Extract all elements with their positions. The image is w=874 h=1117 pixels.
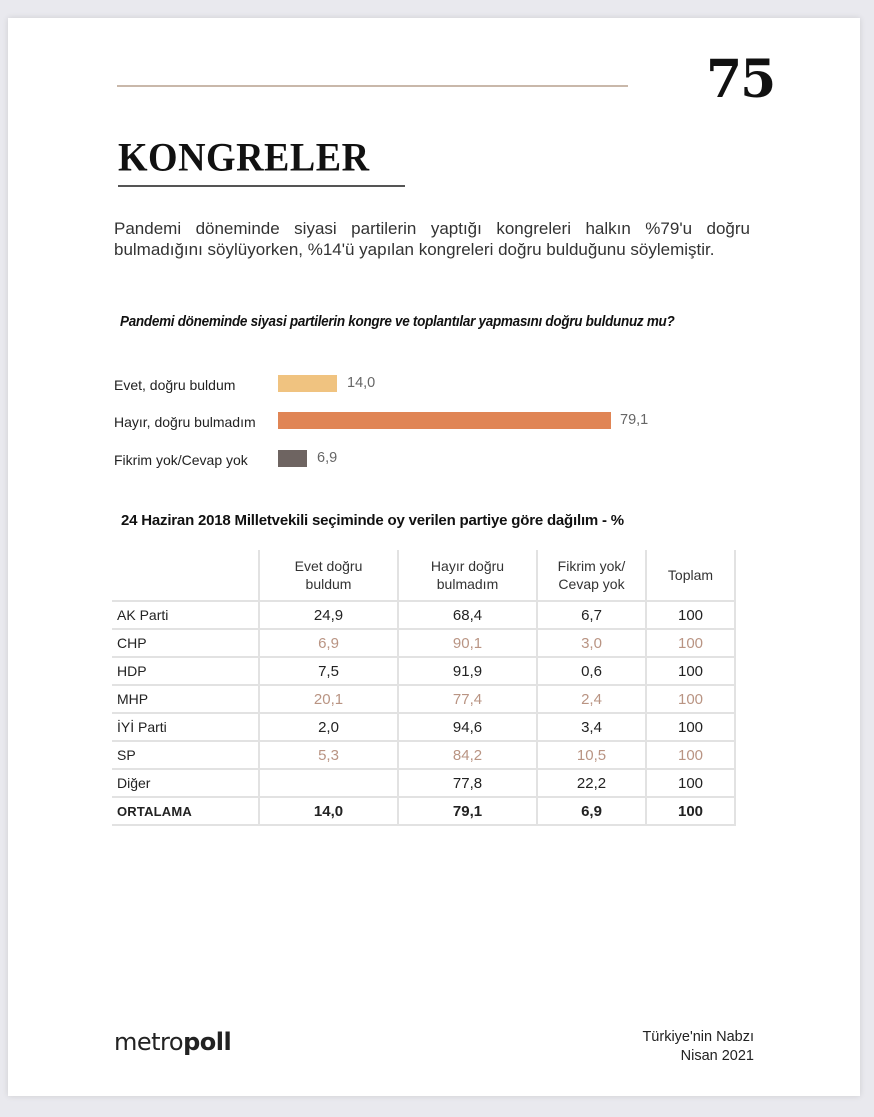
logo-light: metro <box>114 1028 184 1056</box>
table-title: 24 Haziran 2018 Milletvekili seçiminde oy verilen partiye göre dağılım - % <box>121 512 624 529</box>
table-row <box>112 629 735 657</box>
logo-bold: poll <box>183 1028 232 1056</box>
bar-evet <box>278 375 337 392</box>
cell-evet: 14,0 <box>259 797 398 825</box>
table-header-row <box>112 550 735 601</box>
cell-toplam: 100 <box>646 769 735 797</box>
cell-fikrim: 2,4 <box>537 685 646 713</box>
cell-fikrim: 3,0 <box>537 629 646 657</box>
bar-hayir <box>278 412 611 429</box>
table-row <box>112 657 735 685</box>
table-row <box>112 685 735 713</box>
party-name: CHP <box>112 629 259 657</box>
intro-paragraph: Pandemi döneminde siyasi partilerin yaptığı kongreleri halkın %79'u doğru bulmadığını söylüyorken, %14'ü yapılan kongreleri doğru bulduğunu söylemiştir. <box>114 219 750 259</box>
page-number: 75 <box>706 49 775 110</box>
header-rule <box>117 85 628 87</box>
cell-toplam: 100 <box>646 797 735 825</box>
cell-toplam: 100 <box>646 657 735 685</box>
bar-label: Fikrim yok/Cevap yok <box>114 452 248 468</box>
cell-fikrim: 6,9 <box>537 797 646 825</box>
table-row <box>112 769 735 797</box>
cell-hayir: 84,2 <box>398 741 537 769</box>
cell-toplam: 100 <box>646 741 735 769</box>
party-name: AK Parti <box>112 601 259 629</box>
cell-evet <box>259 769 398 797</box>
metropoll-logo <box>114 1028 231 1056</box>
cell-hayir: 94,6 <box>398 713 537 741</box>
cell-evet: 7,5 <box>259 657 398 685</box>
table-row <box>112 713 735 741</box>
cell-toplam: 100 <box>646 713 735 741</box>
report-page <box>8 18 860 1096</box>
cell-evet: 5,3 <box>259 741 398 769</box>
publication-date: Nisan 2021 <box>680 1048 754 1064</box>
bar-value: 6,9 <box>317 450 338 466</box>
publication-name: Türkiye'nin Nabzı <box>642 1029 754 1045</box>
cell-evet: 20,1 <box>259 685 398 713</box>
cell-evet: 2,0 <box>259 713 398 741</box>
cell-toplam: 100 <box>646 629 735 657</box>
bar-value: 14,0 <box>347 375 376 391</box>
header-hayir: Hayır doğru bulmadım <box>398 550 537 601</box>
cell-hayir: 91,9 <box>398 657 537 685</box>
bar-label: Hayır, doğru bulmadım <box>114 414 256 430</box>
party-name: MHP <box>112 685 259 713</box>
table-row <box>112 601 735 629</box>
chart-question: Pandemi döneminde siyasi partilerin kongre ve toplantılar yapmasını doğru buldunuz mu? <box>120 314 675 330</box>
footer-publication <box>642 1028 754 1066</box>
cell-fikrim: 3,4 <box>537 713 646 741</box>
table-total-row <box>112 797 735 825</box>
cell-toplam: 100 <box>646 601 735 629</box>
cell-evet: 24,9 <box>259 601 398 629</box>
cell-hayir: 77,4 <box>398 685 537 713</box>
cell-toplam: 100 <box>646 685 735 713</box>
party-name: HDP <box>112 657 259 685</box>
header-party <box>112 550 259 601</box>
party-name: SP <box>112 741 259 769</box>
table-row <box>112 741 735 769</box>
header-toplam: Toplam <box>646 550 735 601</box>
cell-fikrim: 10,5 <box>537 741 646 769</box>
cell-fikrim: 22,2 <box>537 769 646 797</box>
cell-hayir: 77,8 <box>398 769 537 797</box>
distribution-table <box>112 550 736 826</box>
cell-fikrim: 0,6 <box>537 657 646 685</box>
section-title: KONGRELER <box>118 135 370 181</box>
header-fikrim: Fikrim yok/ Cevap yok <box>537 550 646 601</box>
bar-label: Evet, doğru buldum <box>114 377 236 393</box>
party-name: ORTALAMA <box>112 797 259 825</box>
party-name: Diğer <box>112 769 259 797</box>
header-evet: Evet doğru buldum <box>259 550 398 601</box>
party-name: İYİ Parti <box>112 713 259 741</box>
title-underline <box>118 185 405 187</box>
bar-fikrim <box>278 450 307 467</box>
cell-hayir: 79,1 <box>398 797 537 825</box>
cell-fikrim: 6,7 <box>537 601 646 629</box>
cell-evet: 6,9 <box>259 629 398 657</box>
bar-value: 79,1 <box>620 412 649 428</box>
cell-hayir: 68,4 <box>398 601 537 629</box>
cell-hayir: 90,1 <box>398 629 537 657</box>
